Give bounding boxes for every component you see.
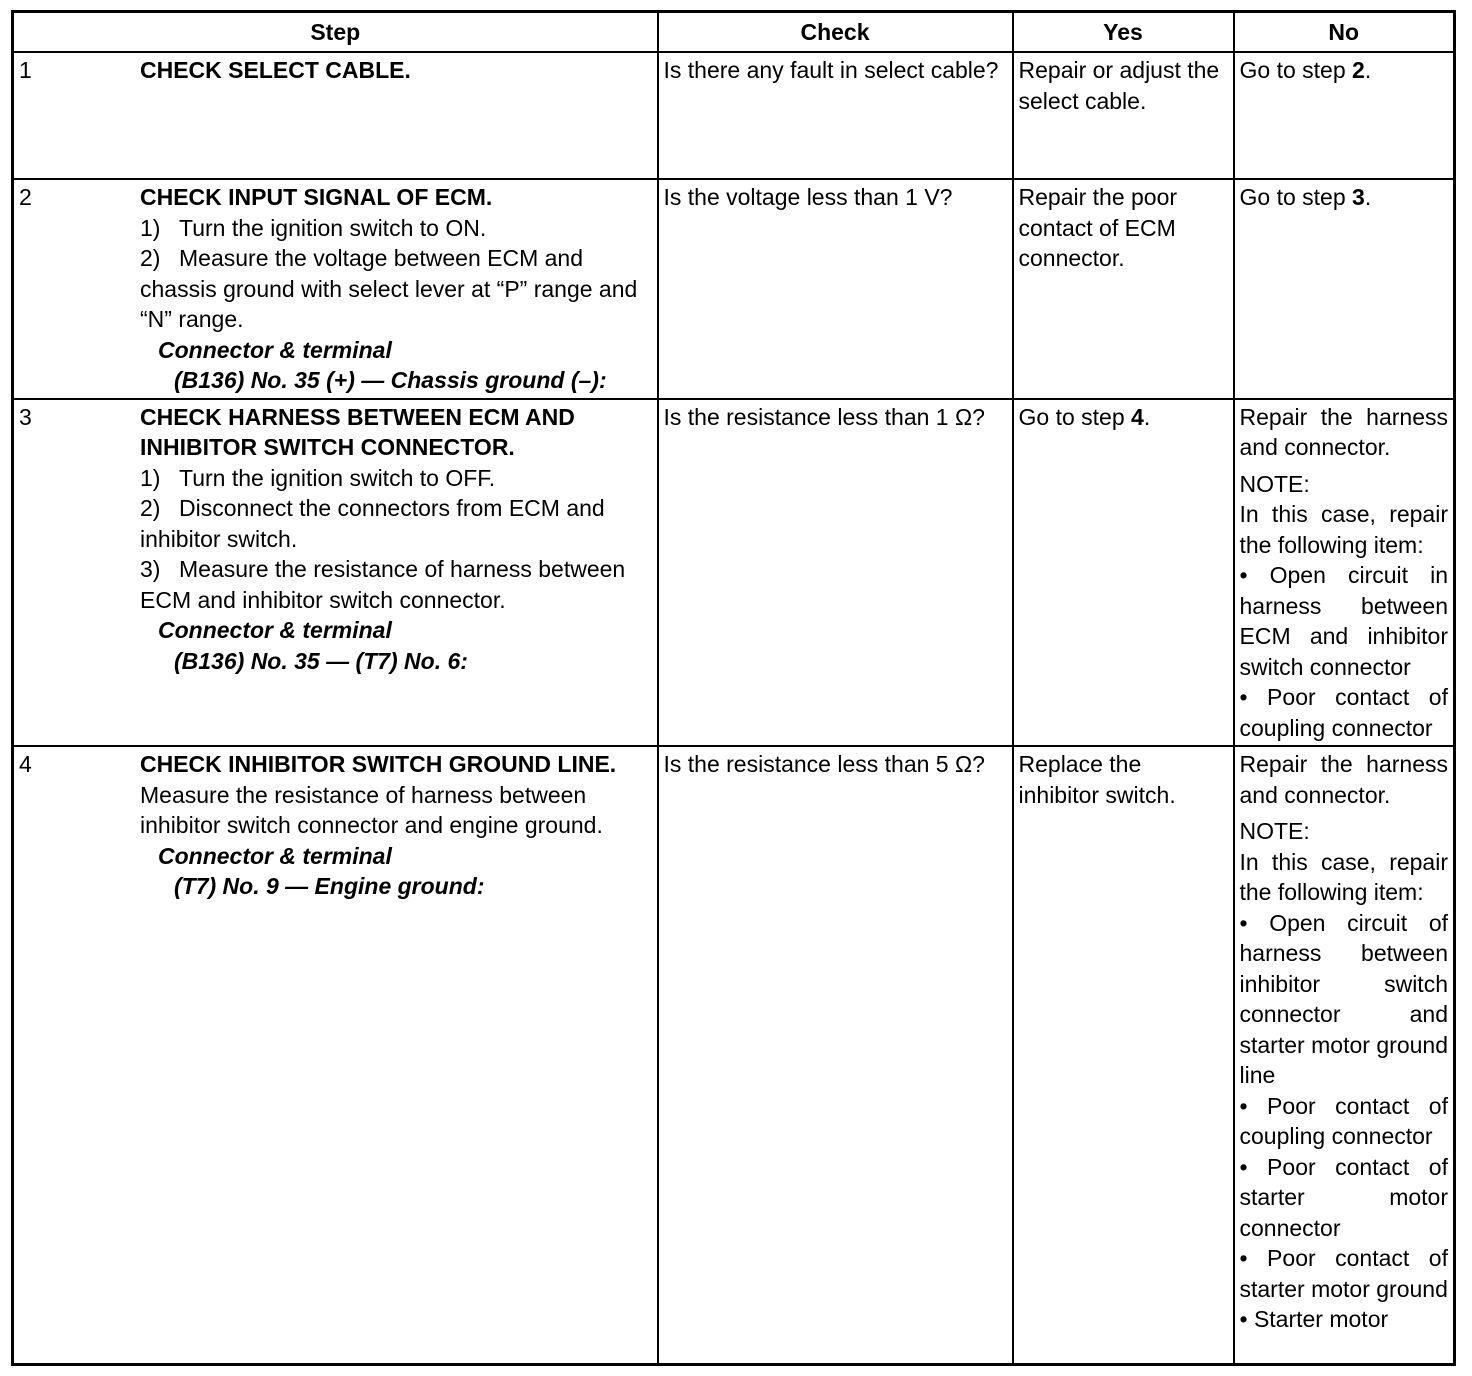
header-check: Check [658,12,1013,53]
header-row [13,12,1455,53]
bullet-item: • Poor contact of coupling connector [1239,684,1448,741]
check-cell: Is the resistance less than 5 Ω? [658,746,1013,1365]
note-intro: In this case, repair the following item: [1239,848,1448,905]
instruction-item: 3) Measure the resistance of harness between ECM and inhibitor switch connector. [140,556,626,613]
step-cell [13,52,658,179]
no-cell: Go to step 3. [1234,179,1455,399]
bullet-item: • Poor contact of starter motor connector [1239,1153,1448,1241]
instruction-item: 2) Disconnect the connectors from ECM and inhibitor switch. [140,495,605,552]
bullet-item: • Starter motor [1239,1306,1389,1332]
note-label: NOTE: [1239,470,1310,497]
bullet-item: • Open circuit of harness between inhibitor switch connector and starter motor ground line [1239,909,1448,1088]
connector-detail: (B136) No. 35 (+) — Chassis ground (–): [174,367,607,393]
no-main-text: Repair the harness and connector. [1239,403,1448,460]
step-cell [13,179,658,399]
no-cell [1234,399,1455,747]
check-cell: Is the voltage less than 1 V? [658,179,1013,399]
yes-cell: Replace the inhibitor switch. [1013,746,1234,1365]
step-body: Measure the resistance of harness between inhibitor switch connector and engine ground. [140,781,603,838]
goto-step-link: 2 [1352,57,1365,83]
yes-cell: Repair or adjust the select cable. [1013,52,1234,179]
step-title: CHECK HARNESS BETWEEN ECM AND INHIBITOR SWITCH CONNECTOR. [140,403,575,460]
step-cell [13,399,658,747]
header-yes: Yes [1013,12,1234,53]
header-step: Step [13,12,658,53]
connector-label: Connector & terminal [158,336,392,363]
connector-detail: (B136) No. 35 — (T7) No. 6: [174,647,468,674]
header-no: No [1234,12,1455,53]
table-row [13,179,1455,399]
no-main-text: Repair the harness and connector. [1239,751,1448,808]
step-title: CHECK SELECT CABLE. [140,57,411,83]
yes-cell: Repair the poor contact of ECM connector. [1013,179,1234,399]
step-cell [13,746,658,1365]
check-cell: Is there any fault in select cable? [658,52,1013,179]
step-title: CHECK INPUT SIGNAL OF ECM. [140,184,493,210]
step-title: CHECK INHIBITOR SWITCH GROUND LINE. [140,751,617,777]
table-row [13,746,1455,1365]
note-label: NOTE: [1239,818,1310,844]
bullet-item: • Open circuit in harness between ECM and inhibitor switch connector [1239,562,1448,680]
step-number: 2 [19,184,32,210]
connector-label: Connector & terminal [158,617,392,643]
table-row [13,399,1455,747]
table-row [13,52,1455,179]
goto-step-link: 4 [1131,403,1144,430]
connector-label: Connector & terminal [158,842,392,869]
instruction-item: 1) Turn the ignition switch to ON. [140,214,487,241]
diagnostic-table [11,10,1456,1366]
check-cell: Is the resistance less than 1 Ω? [658,399,1013,747]
yes-cell: Go to step 4. [1013,399,1234,747]
note-intro: In this case, repair the following item: [1239,501,1448,558]
instruction-item: 2) Measure the voltage between ECM and chassis ground with select lever at “P” range and “N” range. [140,245,638,332]
step-number: 3 [19,403,32,430]
no-cell: Go to step 2. [1234,52,1455,179]
no-cell [1234,746,1455,1365]
instruction-item: 1) Turn the ignition switch to OFF. [140,464,496,491]
connector-detail: (T7) No. 9 — Engine ground: [174,873,485,899]
bullet-item: • Poor contact of starter motor ground [1239,1245,1448,1302]
step-number: 1 [19,57,32,83]
bullet-item: • Poor contact of coupling connector [1239,1092,1448,1149]
goto-step-link: 3 [1352,184,1365,210]
step-number: 4 [19,751,32,777]
